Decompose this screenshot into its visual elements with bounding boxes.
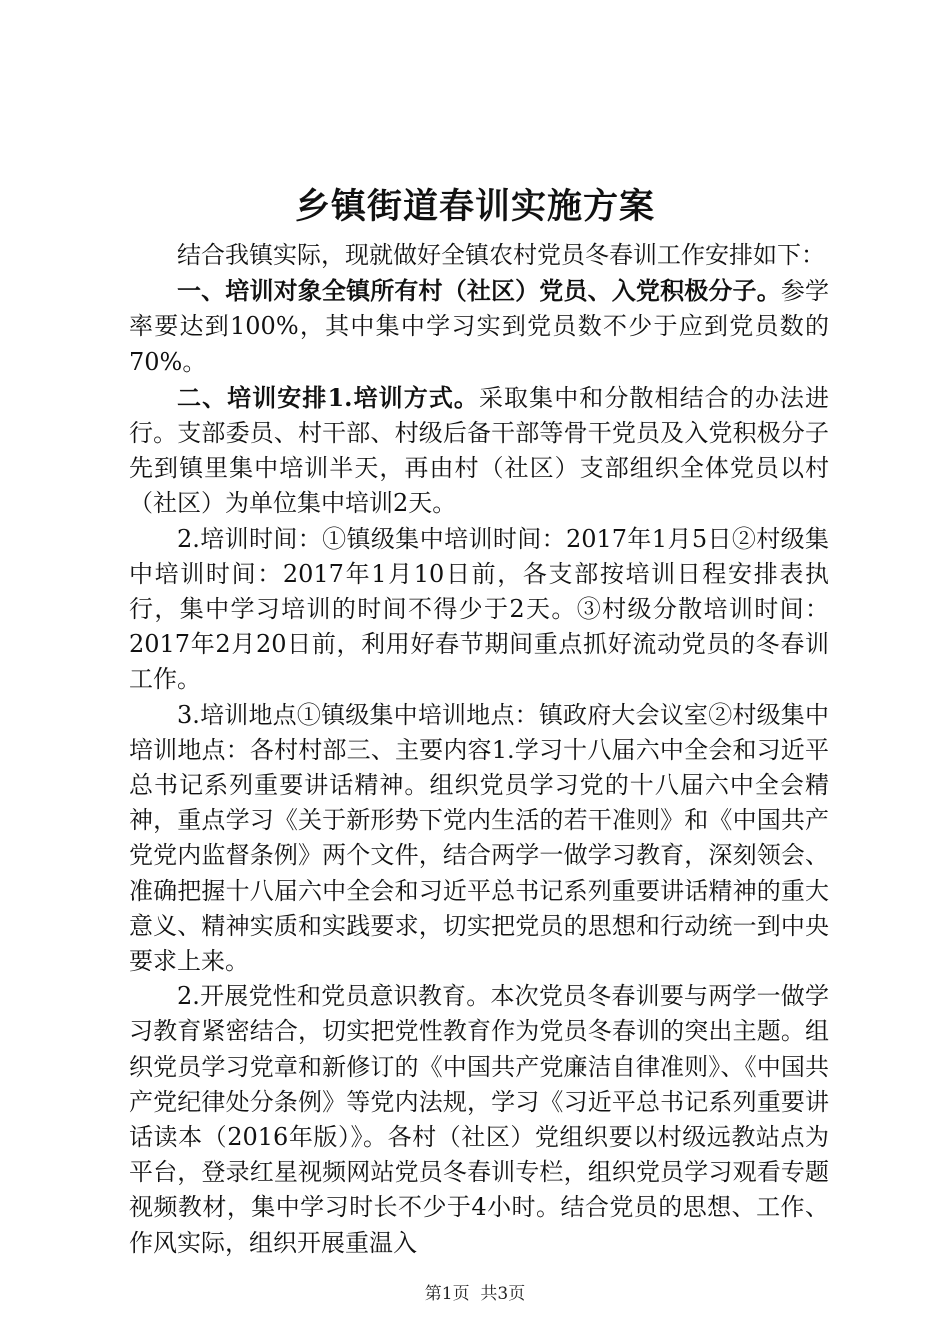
section-heading: 二、培训安排1.培训方式。 (177, 382, 479, 412)
footer-spacer (470, 1284, 481, 1304)
page-number: 第1页 (424, 1284, 470, 1304)
paragraph-training-location (129, 698, 829, 980)
paragraph-party-education (129, 979, 829, 1261)
document-title: 乡镇街道春训实施方案 (294, 186, 655, 227)
page-footer (0, 1283, 950, 1305)
document-body (129, 238, 829, 1261)
paragraph-text: 3.培训地点①镇级集中培训地点：镇政府大会议室②村级集中培训地点：各村村部三、主要内容1.学习十八届六中全会和习近平总书记系列重要讲话精神。组织党员学习党的十八届六中全会精神，重点学习《关于新形势下党内生活的若干准则》和《中国共产党党内监督条例》两个文件，结合两学一做学习教育，深刻领会、准确把握十八届六中全会和习近平总书记系列重要讲话精神的重大意义、精神实质和实践要求，切实把党员的思想和行动统一到中央要求上来。 (129, 700, 829, 976)
paragraph-text: 采取集中和分散相结合的办法进行。支部委员、村干部、村级后备干部等骨干党员及入党积极分子先到镇里集中培训半天，再由村（社区）支部组织全体党员以村（社区）为单位集中培训2天。 (129, 383, 829, 518)
section-heading: 一、培训对象全镇所有村（社区）党员、入党积极分子。 (177, 276, 781, 306)
paragraph-text: 2.开展党性和党员意识教育。本次党员冬春训要与两学一做学习教育紧密结合，切实把党性教育作为党员冬春训的突出主题。组织党员学习党章和新修订的《中国共产党廉洁自律准则》、《中国共产党纪律处分条例》等党内法规，学习《习近平总书记系列重要讲话读本（2016年版）》。各村（社区）党组织要以村级远教站点为平台，登录红星视频网站党员冬春训专栏，组织党员学习观看专题视频教材，集中学习时长不少于4小时。结合党员的思想、工作、作风实际，组织开展重温入 (129, 982, 829, 1257)
paragraph-training-arrangement (129, 380, 829, 522)
paragraph-intro (129, 238, 829, 273)
paragraph-text: 参学率要达到100%，其中集中学习实到党员数不少于应到党员数的70%。 (129, 277, 830, 376)
page-total: 共3页 (480, 1284, 526, 1304)
paragraph-text: 2.培训时间：①镇级集中培训时间：2017年1月5日②村级集中培训时间：2017年1月10日前，各支部按培训日程安排表执行，集中学习培训的时间不得少于2天。③村级分散培训时间：2017年2月20日前，利用好春节期间重点抓好流动党员的冬春训工作。 (129, 524, 829, 694)
paragraph-text: 结合我镇实际，现就做好全镇农村党员冬春训工作安排如下： (177, 241, 825, 269)
paragraph-training-targets (129, 273, 829, 380)
paragraph-training-time (129, 522, 829, 698)
